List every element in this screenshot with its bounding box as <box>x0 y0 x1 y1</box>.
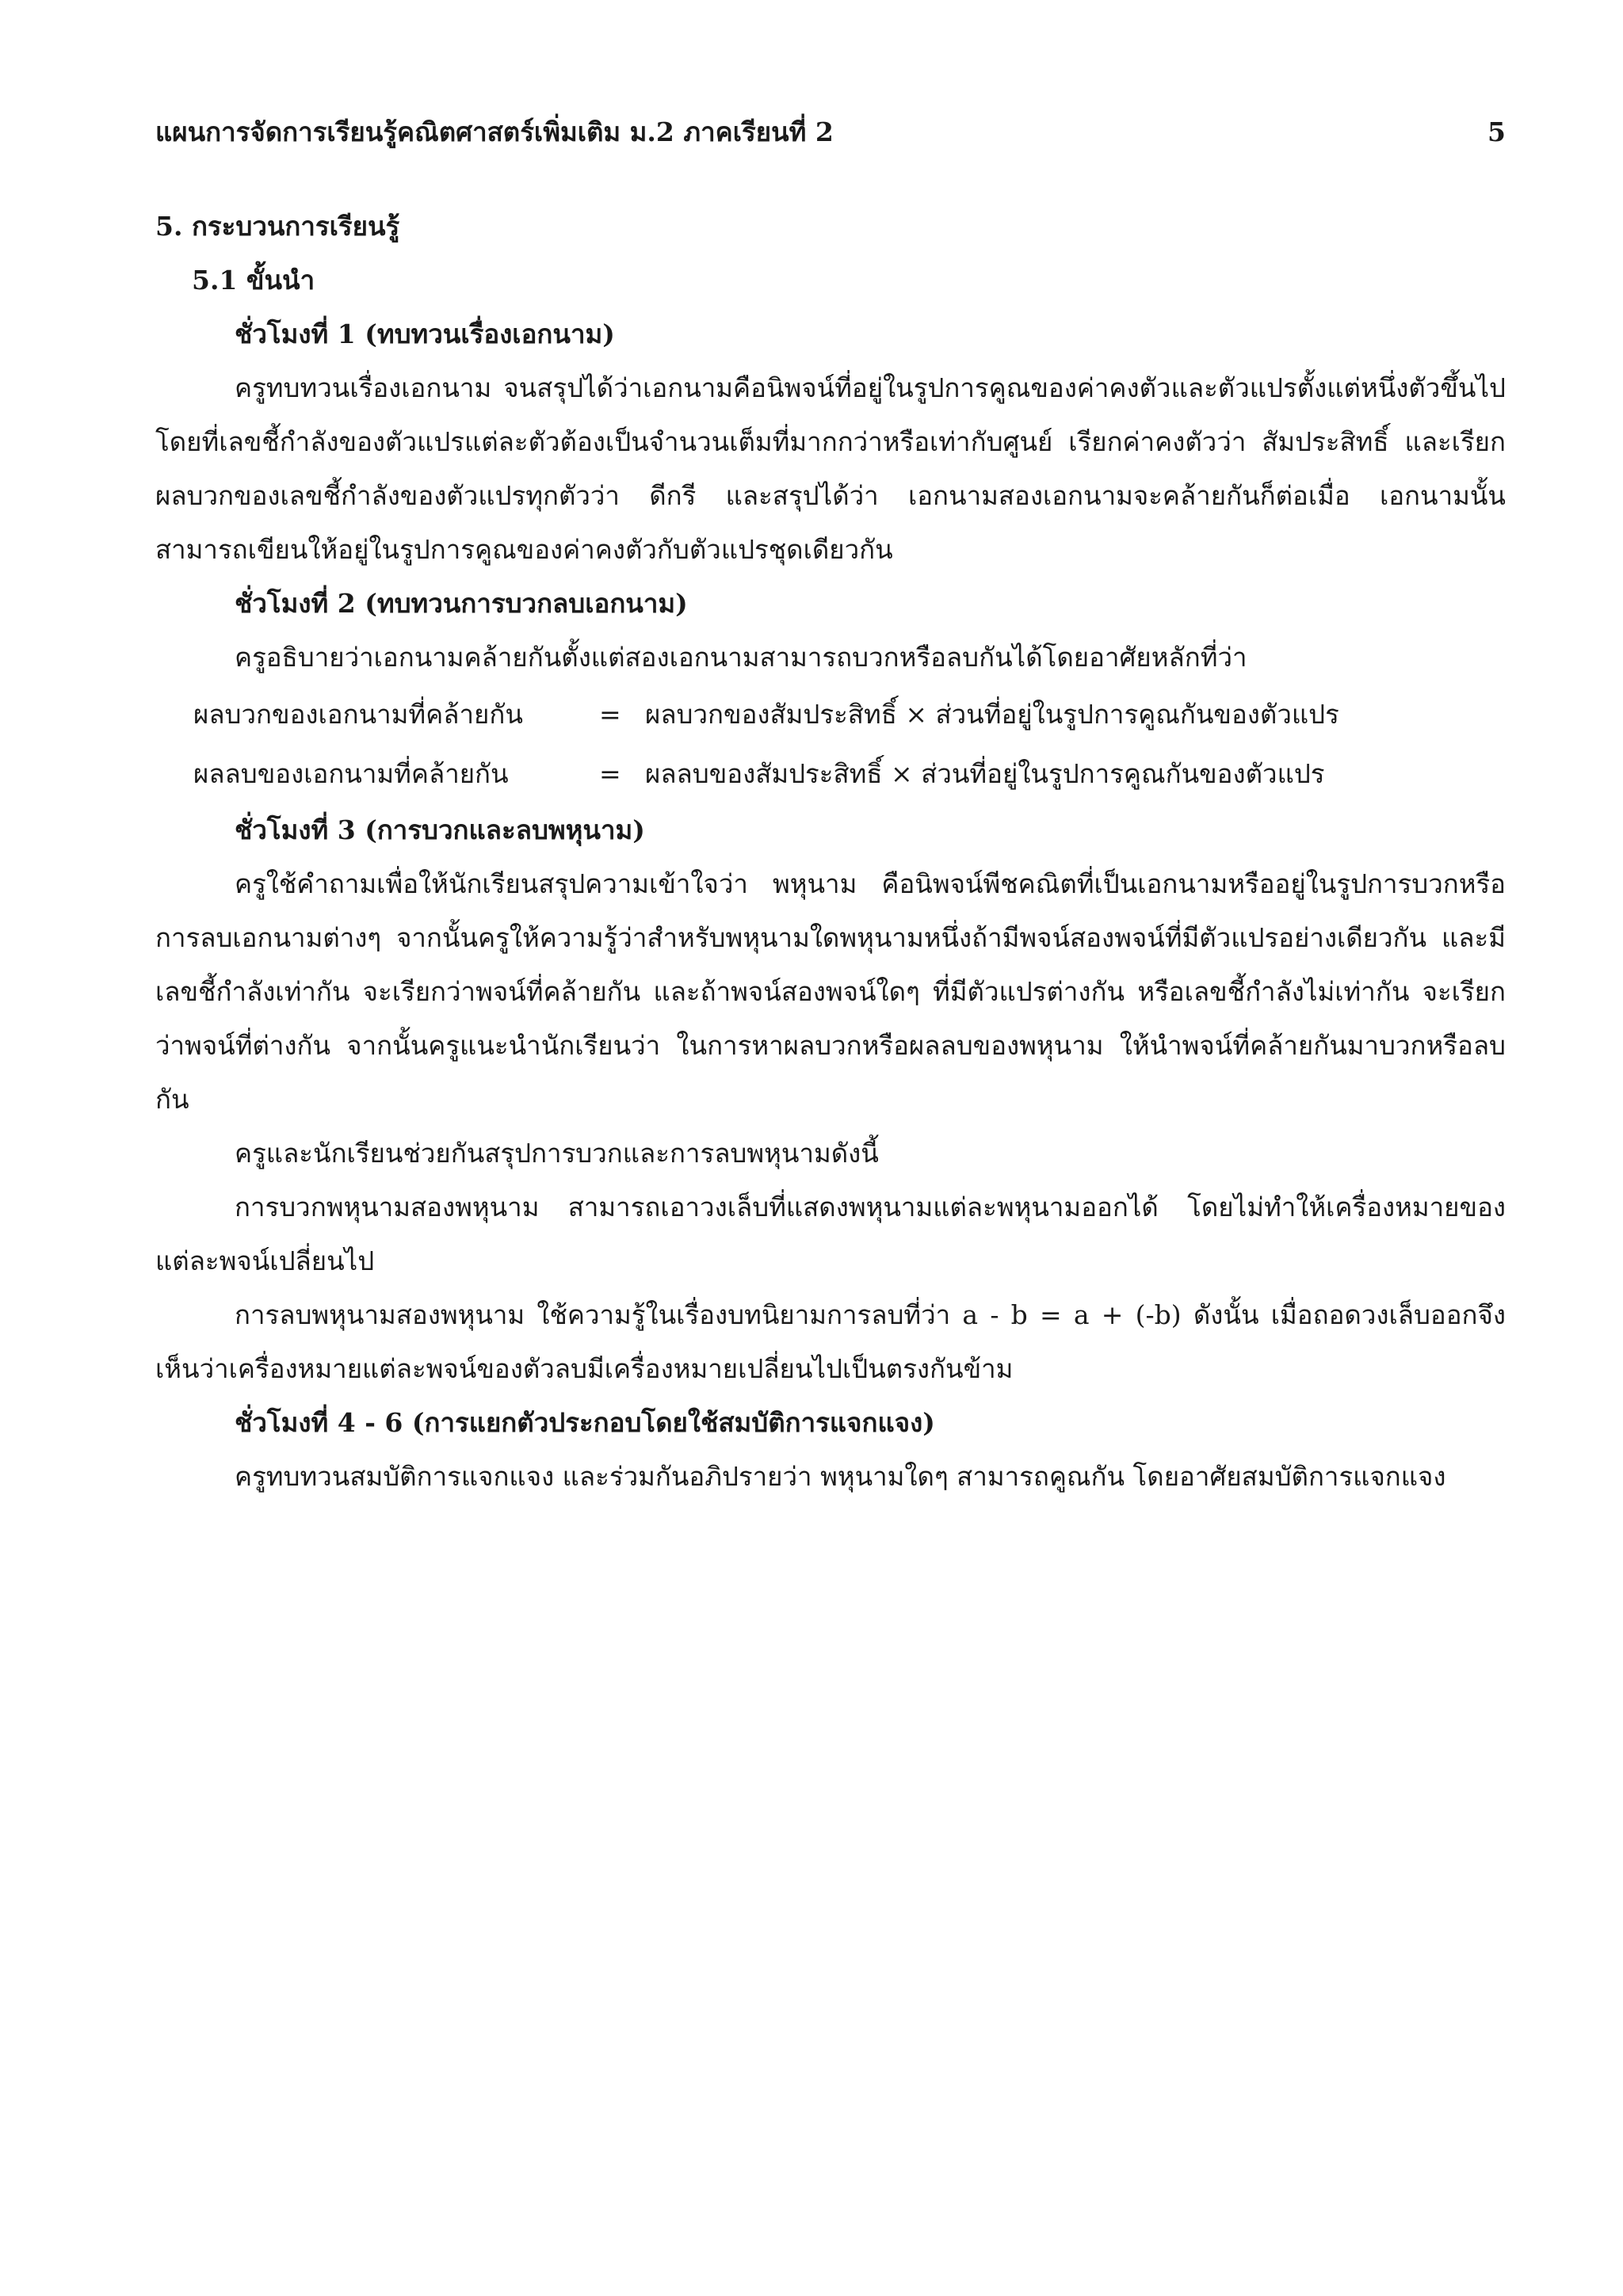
hour3-title: ชั่วโมงที่ 3 (การบวกและลบพหุนาม) <box>235 814 645 845</box>
hour2-title: ชั่วโมงที่ 2 (ทบทวนการบวกลบเอกนาม) <box>235 588 688 619</box>
formula-sum <box>155 685 1506 744</box>
formula-difference-equals: = <box>599 757 621 789</box>
page-number: 5 <box>1487 116 1506 147</box>
formula-difference-lhs: ผลลบของเอกนามที่คล้ายกัน <box>193 757 509 789</box>
hour4-paragraph: ครูทบทวนสมบัติการแจกแจง และร่วมกันอภิปรายว่า พหุนามใดๆ สามารถคูณกัน โดยอาศัยสมบัติการแจกแจง <box>235 1461 1446 1492</box>
hour3-paragraph-1: ครูใช้คำถามเพื่อให้นักเรียนสรุปความเข้าใจว่า พหุนาม คือนิพจน์พีชคณิตที่เป็นเอกนามหรืออยู่ในรูปการบวกหรือการลบเอกนามต่างๆ จากนั้นครูให้ความรู้ว่าสำหรับพหุนามใดพหุนามหนึ่งถ้ามีพจน์สองพจน์ที่มีตัวแปรอย่างเดียวกัน และมีเลขชี้กำลังเท่ากัน จะเรียกว่าพจน์ที่คล้ายกัน และถ้าพจน์สองพจน์ใดๆ ที่มีตัวแปรต่างกัน หรือเลขชี้กำลังไม่เท่ากัน จะเรียกว่าพจน์ที่ต่างกัน จากนั้นครูแนะนำนักเรียนว่า ในการหาผลบวกหรือผลลบของพหุนาม ให้นำพจน์ที่คล้ายกันมาบวกหรือลบกัน <box>155 868 1506 1115</box>
subsection-title: 5.1 ขั้นนำ <box>192 265 315 296</box>
page-header <box>155 109 1506 154</box>
hour4-title: ชั่วโมงที่ 4 - 6 (การแยกตัวประกอบโดยใช้สมบัติการแจกแจง) <box>235 1407 935 1438</box>
formula-sum-equals: = <box>599 698 621 730</box>
formula-sum-rhs: ผลบวกของสัมประสิทธิ์ × ส่วนที่อยู่ในรูปการคูณกันของตัวแปร <box>645 698 1339 730</box>
hour1-title: ชั่วโมงที่ 1 (ทบทวนเรื่องเอกนาม) <box>235 318 615 349</box>
formula-difference <box>155 744 1506 803</box>
hour2-paragraph: ครูอธิบายว่าเอกนามคล้ายกันตั้งแต่สองเอกนามสามารถบวกหรือลบกันได้โดยอาศัยหลักที่ว่า <box>235 642 1247 673</box>
page-content <box>155 200 1506 1504</box>
hour3-paragraph-2: ครูและนักเรียนช่วยกันสรุปการบวกและการลบพหุนามดังนี้ <box>235 1138 879 1169</box>
section-title: 5. กระบวนการเรียนรู้ <box>155 211 400 242</box>
hour3-paragraph-4: การลบพหุนามสองพหุนาม ใช้ความรู้ในเรื่องบทนิยามการลบที่ว่า a - b = a + (-b) ดังนั้น เมื่อถอดวงเล็บออกจึงเห็นว่าเครื่องหมายแต่ละพจน์ของตัวลบมีเครื่องหมายเปลี่ยนไปเป็นตรงกันข้าม <box>155 1299 1506 1384</box>
hour1-paragraph: ครูทบทวนเรื่องเอกนาม จนสรุปได้ว่าเอกนามคือนิพจน์ที่อยู่ในรูปการคูณของค่าคงตัวและตัวแปรตั้งแต่หนึ่งตัวขึ้นไปโดยที่เลขชี้กำลังของตัวแปรแต่ละตัวต้องเป็นจำนวนเต็มที่มากกว่าหรือเท่ากับศูนย์ เรียกค่าคงตัวว่า สัมประสิทธิ์ และเรียกผลบวกของเลขชี้กำลังของตัวแปรทุกตัวว่า ดีกรี และสรุปได้ว่า เอกนามสองเอกนามจะคล้ายกันก็ต่อเมื่อ เอกนามนั้นสามารถเขียนให้อยู่ในรูปการคูณของค่าคงตัวกับตัวแปรชุดเดียวกัน <box>155 372 1506 565</box>
hour3-paragraph-3: การบวกพหุนามสองพหุนาม สามารถเอาวงเล็บที่แสดงพหุนามแต่ละพหุนามออกได้ โดยไม่ทำให้เครื่องหมายของแต่ละพจน์เปลี่ยนไป <box>155 1192 1506 1276</box>
formula-difference-rhs: ผลลบของสัมประสิทธิ์ × ส่วนที่อยู่ในรูปการคูณกันของตัวแปร <box>645 757 1325 789</box>
formula-sum-lhs: ผลบวกของเอกนามที่คล้ายกัน <box>193 698 523 730</box>
header-title: แผนการจัดการเรียนรู้คณิตศาสตร์เพิ่มเติม ม.2 ภาคเรียนที่ 2 <box>155 116 834 147</box>
